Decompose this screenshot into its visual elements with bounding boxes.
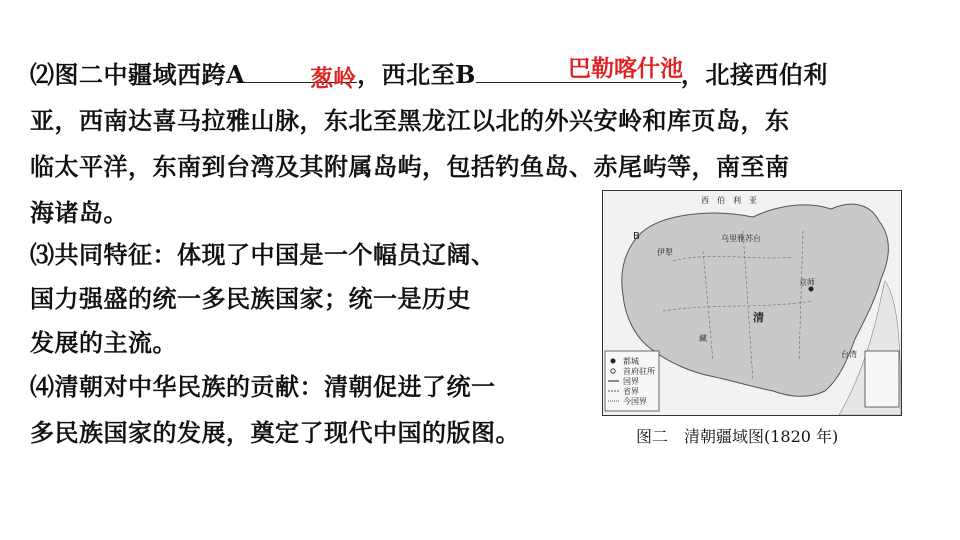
q2-line3: 临太平洋，东南到台湾及其附属岛屿，包括钓鱼岛、赤尾屿等，南至南 bbox=[30, 152, 790, 181]
q2-line2: 亚，西南达喜马拉雅山脉，东北至黑龙江以北的外兴安岭和库页岛，东 bbox=[30, 106, 790, 135]
label-b-marker: B bbox=[633, 231, 640, 242]
label-tibet: 藏 bbox=[699, 334, 707, 343]
legend-item: 省界 bbox=[623, 387, 639, 396]
q2-text-1: ⑵图二中疆域西跨A bbox=[30, 60, 246, 89]
q3-line2: 国力强盛的统一多民族国家；统一是历史 bbox=[30, 284, 471, 313]
label-taiwan: 台湾 bbox=[841, 350, 857, 359]
label-wuliyasutai: 乌里雅苏台 bbox=[721, 234, 761, 243]
q3-line3: 发展的主流。 bbox=[30, 328, 177, 357]
map-drawing bbox=[603, 191, 901, 415]
legend-item: 首府驻所 bbox=[623, 367, 655, 376]
q3-line1: ⑶共同特征：体现了中国是一个幅员辽阔、 bbox=[30, 240, 496, 269]
q2-line1 bbox=[30, 56, 828, 92]
legend-item: 今国界 bbox=[623, 397, 647, 406]
q2-text-3: ，北接西伯利 bbox=[680, 60, 828, 89]
answer-b: 巴勒喀什池 bbox=[568, 56, 683, 82]
label-yili: 伊犁 bbox=[657, 248, 673, 257]
qing-territory-map bbox=[602, 190, 902, 416]
q4-line2: 多民族国家的发展，奠定了现代中国的版图。 bbox=[30, 418, 520, 447]
answer-a: 葱岭 bbox=[310, 66, 356, 92]
label-qing: 清 bbox=[753, 311, 764, 324]
q4-line1: ⑷清朝对中华民族的贡献：清朝促进了统一 bbox=[30, 372, 496, 401]
legend-item: 国界 bbox=[623, 377, 639, 386]
q2-text-2: ，西北至B bbox=[357, 60, 476, 89]
legend-item: 都城 bbox=[623, 357, 639, 366]
inset-map bbox=[865, 351, 899, 407]
q2-line4: 海诸岛。 bbox=[30, 198, 128, 227]
label-siberia: 西 伯 利 亚 bbox=[701, 196, 757, 205]
map-caption: 图二 清朝疆域图(1820 年) bbox=[636, 427, 839, 446]
label-jingshi: 京师 bbox=[799, 278, 815, 287]
